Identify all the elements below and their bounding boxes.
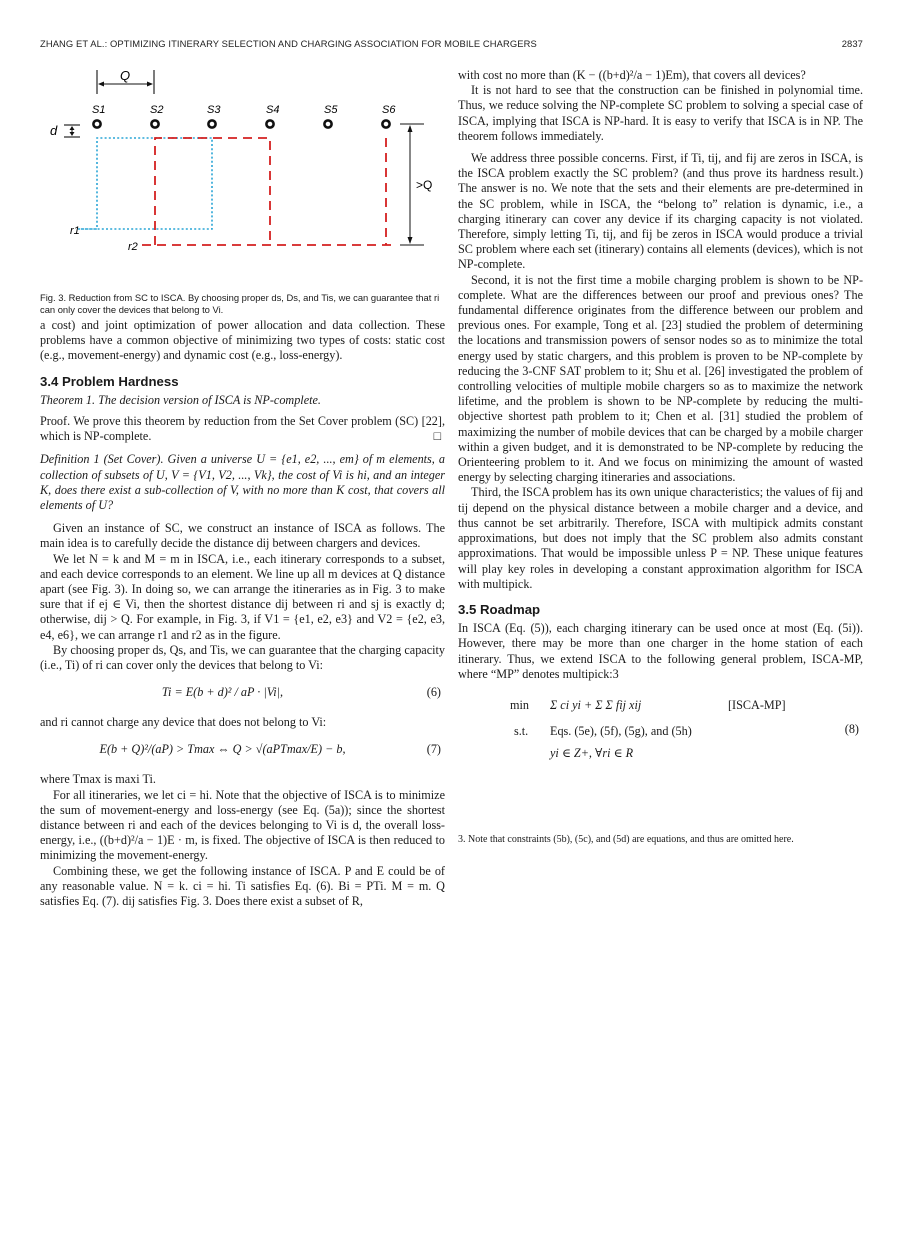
sensor-node-s5 — [324, 120, 331, 127]
d-label: d — [50, 123, 58, 138]
sensor-node-s3 — [208, 120, 215, 127]
sensor-label-s5: S5 — [324, 104, 338, 116]
running-header: ZHANG ET AL.: OPTIMIZING ITINERARY SELECTION AND CHARGING ASSOCIATION FOR MOBILE CHARGERS — [40, 38, 537, 49]
paragraph-combining: Combining these, we get the following instance of ISCA. P and E could be of any reasonable value. N = k. ci = hi. Ti satisfies Eq. (6). Bi = PTi. M = m. Q satisfies Eq. (7). dij satisfies Fig. 3. Does there exist a subset of R, — [40, 863, 445, 909]
paragraph-not-hard: It is not hard to see that the construction can be finished in polynomial time. Thus, we reduce solving the NP-complete SC problem to solving a special case of ISCA, implying that ISCA is NP-hard. It is easy to verify that ISCA is in NP. The theorem follows immediately. — [458, 83, 863, 143]
paragraph-by-choosing: By choosing proper ds, Qs, and Tis, we can guarantee that the charging capacity (i.e., Ti) of ri can cover only the devices that belong to Vi: — [40, 642, 445, 673]
sensor-label-s2: S2 — [150, 104, 164, 116]
eq8-number: (8) — [844, 721, 859, 736]
paragraph-intro: a cost) and joint optimization of power allocation and data collection. These problems have a common objective of minimizing two types of costs: static cost (e.g., movement-energy) and dynamic cost (e.g., loss-energy). — [40, 318, 445, 363]
section-heading-3-5: 3.5 Roadmap — [458, 601, 541, 617]
sensor-node-s4 — [266, 120, 273, 127]
definition-1: Definition 1 (Set Cover). Given a universe U = {e1, e2, ..., em} of m elements, a collection of subsets of U, V = {V1, V2, ..., Vk}, the cost of Vi is hi, and an integer K, does there exist a sub-collection of V, with no more than K cost, that covers all elements of U? — [40, 452, 445, 513]
eq8-objective: Σ ci yi + Σ Σ fij xij — [550, 697, 642, 712]
sensor-label-s1: S1 — [92, 104, 106, 116]
theorem-1: Theorem 1. The decision version of ISCA is NP-complete. — [40, 392, 321, 407]
eq8-st: s.t. — [514, 723, 529, 738]
figure-3-caption: Fig. 3. Reduction from SC to ISCA. By choosing proper ds, Ds, and Tis, we can guarantee that ri can only cover the devices that belong to Vi. — [40, 292, 440, 315]
paragraph-second: Second, it is not the first time a mobile charging problem is shown to be NP-complete. What are the differences between our proof and previous ones? The fundamental difference originates from the difference between our problem and previous ones. For example, Tong et al. [23] studied the problem of determining the locations and transmission powers of sensor nodes so as to minimize the total energy used by static chargers, and this problem is proven to be NP-complete by reducing the 3-CNF SAT problem to it; Shu et al. [26] investigated the problem of controlling velocities of multiple mobile chargers so as to maximize the network lifetime, and the problem is shown to be NP-complete by reducing the multi-objective shortest path problem to it; Chen et al. [31] studied the problem of maximizing the number of mobile devices that can be charged by a mobile charger within a given budget, and it is demonstrated to be NP-complete by reducing the Orienteering problem to it. And we focus on minimizing the amount of wasted energy by selecting charging itineraries and associations. — [458, 272, 863, 485]
sensor-label-s4: S4 — [266, 104, 280, 116]
qed-symbol: □ — [433, 429, 441, 444]
sensor-node-s6 — [382, 120, 389, 127]
r2-label: r2 — [128, 241, 138, 253]
proof: Proof. We prove this theorem by reduction from the Set Cover problem (SC) [22], which is NP-complete. □ — [40, 414, 445, 444]
eq8-min: min — [510, 697, 529, 712]
eq8-constraint-1: Eqs. (5e), (5f), (5g), and (5h) — [550, 723, 692, 738]
page-number: 2837 — [841, 38, 863, 49]
paragraph-where: where Tmax is maxi Ti. — [40, 772, 156, 787]
figure-3 — [40, 62, 448, 276]
paragraph-for-all: For all itineraries, we let ci = hi. Note that the objective of ISCA is to minimize the sum of movement-energy and loss-energy (see Eq. (5a)); since the shortest distance between ri and each of the devices belonging to Vi is d, the overall loss-energy, i.e., ((b+d)²/a − 1)E · m, is fixed. The objective of ISCA is then reduced to minimizing the movement-energy. — [40, 787, 445, 863]
equation-8 — [458, 692, 863, 770]
paragraph-with-cost: with cost no more than (K − ((b+d)²/a − 1)Em), that covers all devices? — [458, 68, 806, 82]
gt-q-label: >Q — [416, 178, 433, 192]
sensor-label-s3: S3 — [207, 104, 221, 116]
paragraph-we-let: We let N = k and M = m in ISCA, i.e., each itinerary corresponds to a subset, and each device corresponds to an element. We line up all m devices at Q distance apart (see Fig. 3). In doing so, we can arrange the itineraries as in Fig. 3 to make sure that if ej ∈ Vi, then the shortest distance dij between ri and sj is exactly d; otherwise, dij > Q. For example, in Fig. 3, if V1 = {e1, e2, e3} and V2 = {e2, e3, e4, e6}, we can arrange r1 and r2 as in the figure. — [40, 551, 445, 642]
paragraph-roadmap: In ISCA (Eq. (5)), each charging itinerary can be used once at most (Eq. (5i)). However, there may be more than one charger in the home station of each itinerary. Thus, we extend ISCA to the following general problem, ISCA-MP, where “MP” denotes multipick:3 — [458, 621, 863, 681]
equation-6: Ti = E(b + d)² / aP · |Vi|, (6) — [161, 685, 441, 700]
equation-7: E(b + Q)²/(aP) > Tmax ⇔ Q > √(aPTmax/E) − b, (7) — [99, 742, 441, 757]
eq8-tag: [ISCA-MP] — [728, 697, 786, 712]
paragraph-concerns: We address three possible concerns. First, if Ti, tij, and fij are zeros in ISCA, is the ISCA problem exactly the SC problem? (and thus prove its hardness result.) The answer is no. We note that the sets and their elements are pre-determined in the SC problem, while in ISCA, the “belong to” relation is dynamic, i.e., a charging itinerary can cover any device if its charging capacity is not violated. Therefore, simply letting Ti, tij, and fij be zeros in ISCA would produce a trivial SC problem where each set (itinerary) contains all elements (devices), which is not NP-complete. — [458, 151, 863, 272]
right-column — [458, 68, 863, 846]
paragraph-cannot-charge: and ri cannot charge any device that does not belong to Vi: — [40, 715, 327, 730]
r1-label: r1 — [70, 225, 80, 237]
eq8-constraint-2: yi ∈ Z+, ∀ri ∈ R — [550, 745, 634, 760]
footnote-3: 3. Note that constraints (5b), (5c), and (5d) are equations, and thus are omitted here. — [458, 833, 794, 845]
sensor-label-s6: S6 — [382, 104, 396, 116]
paragraph-third: Third, the ISCA problem has its own unique characteristics; the values of fij and tij depend on the physical distance between a mobile charger and a device, and thus cannot be set arbitrarily. Therefore, ISCA with multipick admits constant approximations, but does not imply that the SC problem also admits constant approximations. That would be impossible unless P = NP. These unique features will play key roles in developing a constant approximation algorithm for ISCA with multipick. — [458, 485, 863, 591]
left-column — [40, 318, 445, 909]
paragraph-given: Given an instance of SC, we construct an instance of ISCA as follows. The main idea is to carefully decide the distance dij between chargers and devices. — [40, 521, 445, 551]
sensor-node-s2 — [151, 120, 158, 127]
sensor-node-s1 — [93, 120, 100, 127]
q-label: Q — [120, 68, 131, 83]
itinerary-r1 — [78, 138, 212, 229]
reduction-diagram — [40, 62, 448, 276]
section-heading-3-4: 3.4 Problem Hardness — [40, 373, 179, 389]
